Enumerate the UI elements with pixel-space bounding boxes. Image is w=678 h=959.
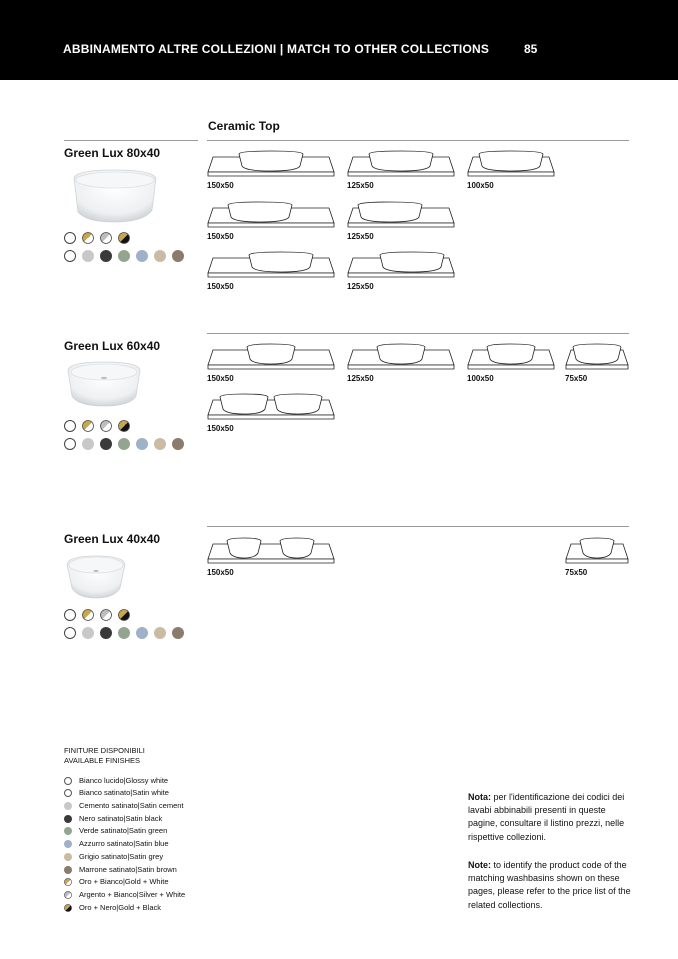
ceramic-top-drawing xyxy=(347,150,455,178)
config-size-label: 150x50 xyxy=(207,282,234,291)
swatch xyxy=(118,232,130,244)
finish-label: Oro + Bianco|Gold + White xyxy=(79,877,169,886)
finish-label: Argento + Bianco|Silver + White xyxy=(79,890,186,899)
finish-label: Verde satinato|Satin green xyxy=(79,826,168,835)
ceramic-top-drawing xyxy=(207,393,335,421)
swatch xyxy=(172,250,184,262)
swatch xyxy=(82,609,94,621)
config-size-label: 150x50 xyxy=(207,181,234,190)
swatch xyxy=(136,627,148,639)
ceramic-top-drawing xyxy=(207,201,335,229)
ceramic-top-drawing xyxy=(207,150,335,178)
ceramic-top-drawing xyxy=(207,537,335,565)
ceramic-top-config xyxy=(207,201,335,241)
ceramic-top-drawing xyxy=(207,343,335,371)
finish-swatch xyxy=(64,815,72,823)
ceramic-top-drawing xyxy=(565,537,629,565)
finish-label: Oro + Nero|Gold + Black xyxy=(79,903,161,912)
ceramic-top-drawing xyxy=(467,150,555,178)
swatch xyxy=(118,627,130,639)
swatch xyxy=(118,438,130,450)
config-size-label: 125x50 xyxy=(347,282,374,291)
finish-item xyxy=(64,825,167,836)
ceramic-top-drawing xyxy=(565,343,629,371)
ceramic-top-config xyxy=(347,251,455,291)
finish-item xyxy=(64,813,162,824)
collection-title: Green Lux 60x40 xyxy=(64,339,161,353)
note-italian xyxy=(468,791,633,844)
finishes-title-it: FINITURE DISPONIBILI xyxy=(64,746,145,755)
swatch xyxy=(154,250,166,262)
ceramic-top-config xyxy=(347,150,455,190)
swatch xyxy=(82,627,94,639)
collection-title: Green Lux 40x40 xyxy=(64,532,161,546)
divider xyxy=(64,140,198,141)
finish-label: Cemento satinato|Satin cement xyxy=(79,801,184,810)
finish-label: Azzurro satinato|Satin blue xyxy=(79,839,169,848)
ceramic-top-drawing xyxy=(467,343,555,371)
divider xyxy=(207,333,629,334)
page-number: 85 xyxy=(524,42,538,56)
swatch xyxy=(154,627,166,639)
ceramic-top-drawing xyxy=(207,251,335,279)
swatch xyxy=(100,420,112,432)
swatch xyxy=(118,420,130,432)
swatch xyxy=(64,627,76,639)
finish-label: Nero satinato|Satin black xyxy=(79,814,163,823)
divider xyxy=(207,526,629,527)
swatch xyxy=(100,438,112,450)
finish-item xyxy=(64,851,163,862)
finish-item xyxy=(64,787,169,798)
config-size-label: 75x50 xyxy=(565,568,588,577)
swatch xyxy=(172,438,184,450)
ceramic-top-config xyxy=(565,537,629,577)
ceramic-top-config xyxy=(565,343,629,383)
note-english-text: to identify the product code of the matching washbasins shown on these pages, please refer to the price list of the related collections. xyxy=(468,860,631,910)
swatch xyxy=(136,250,148,262)
finish-swatch xyxy=(64,878,72,886)
washbasin-image xyxy=(64,358,144,410)
finish-label: Marrone satinato|Satin brown xyxy=(79,865,177,874)
finish-label: Grigio satinato|Satin grey xyxy=(79,852,164,861)
finish-item xyxy=(64,876,169,887)
ceramic-top-drawing xyxy=(347,201,455,229)
ceramic-top-config xyxy=(207,393,335,433)
config-size-label: 125x50 xyxy=(347,232,374,241)
ceramic-top-config xyxy=(467,150,555,190)
finish-swatch xyxy=(64,853,72,861)
swatch xyxy=(100,232,112,244)
header-title: ABBINAMENTO ALTRE COLLEZIONI | MATCH TO OTHER COLLECTIONS xyxy=(63,42,490,56)
page-header xyxy=(0,0,678,80)
finish-item xyxy=(64,838,169,849)
config-size-label: 150x50 xyxy=(207,374,234,383)
swatch xyxy=(82,438,94,450)
finish-item xyxy=(64,889,185,900)
finish-swatch xyxy=(64,904,72,912)
swatch xyxy=(64,420,76,432)
ceramic-top-title: Ceramic Top xyxy=(208,119,280,133)
ceramic-top-drawing xyxy=(347,251,455,279)
config-size-label: 125x50 xyxy=(347,181,374,190)
swatch xyxy=(100,609,112,621)
ceramic-top-config xyxy=(207,537,335,577)
ceramic-top-config xyxy=(207,251,335,291)
finish-swatch xyxy=(64,802,72,810)
finish-item xyxy=(64,864,177,875)
note-english xyxy=(468,859,633,912)
config-size-label: 100x50 xyxy=(467,374,494,383)
washbasin-image xyxy=(64,552,128,602)
ceramic-top-config xyxy=(347,201,455,241)
swatch xyxy=(118,609,130,621)
config-size-label: 150x50 xyxy=(207,424,234,433)
swatch xyxy=(64,438,76,450)
note-english-label: Note: xyxy=(468,860,491,870)
config-size-label: 125x50 xyxy=(347,374,374,383)
swatch xyxy=(64,232,76,244)
ceramic-top-drawing xyxy=(347,343,455,371)
ceramic-top-config xyxy=(207,343,335,383)
finish-swatch xyxy=(64,827,72,835)
swatch xyxy=(64,609,76,621)
config-size-label: 150x50 xyxy=(207,568,234,577)
finish-swatch xyxy=(64,789,72,797)
swatch xyxy=(82,250,94,262)
finishes-title xyxy=(64,746,145,766)
finish-label: Bianco satinato|Satin white xyxy=(79,788,169,797)
swatch xyxy=(118,250,130,262)
finish-label: Bianco lucido|Glossy white xyxy=(79,776,169,785)
collection-title: Green Lux 80x40 xyxy=(64,146,161,160)
config-size-label: 75x50 xyxy=(565,374,588,383)
swatch xyxy=(82,232,94,244)
finish-swatch xyxy=(64,866,72,874)
swatch xyxy=(136,438,148,450)
finish-swatch xyxy=(64,777,72,785)
swatch xyxy=(154,438,166,450)
swatch xyxy=(64,250,76,262)
ceramic-top-config xyxy=(467,343,555,383)
swatch xyxy=(82,420,94,432)
ceramic-top-config xyxy=(207,150,335,190)
washbasin-image xyxy=(64,166,164,226)
swatch xyxy=(100,250,112,262)
finishes-title-en: AVAILABLE FINISHES xyxy=(64,756,140,765)
finish-swatch xyxy=(64,891,72,899)
finish-item xyxy=(64,800,184,811)
finish-item xyxy=(64,775,168,786)
finish-swatch xyxy=(64,840,72,848)
note-italian-text: per l'identificazione dei codici dei lavabi abbinabili presenti in queste pagine, consultare il listino prezzi, nelle rispettive collezioni. xyxy=(468,792,625,842)
ceramic-top-config xyxy=(347,343,455,383)
divider xyxy=(207,140,629,141)
note-italian-label: Nota: xyxy=(468,792,491,802)
finish-item xyxy=(64,902,161,913)
config-size-label: 150x50 xyxy=(207,232,234,241)
swatch xyxy=(172,627,184,639)
swatch xyxy=(100,627,112,639)
config-size-label: 100x50 xyxy=(467,181,494,190)
